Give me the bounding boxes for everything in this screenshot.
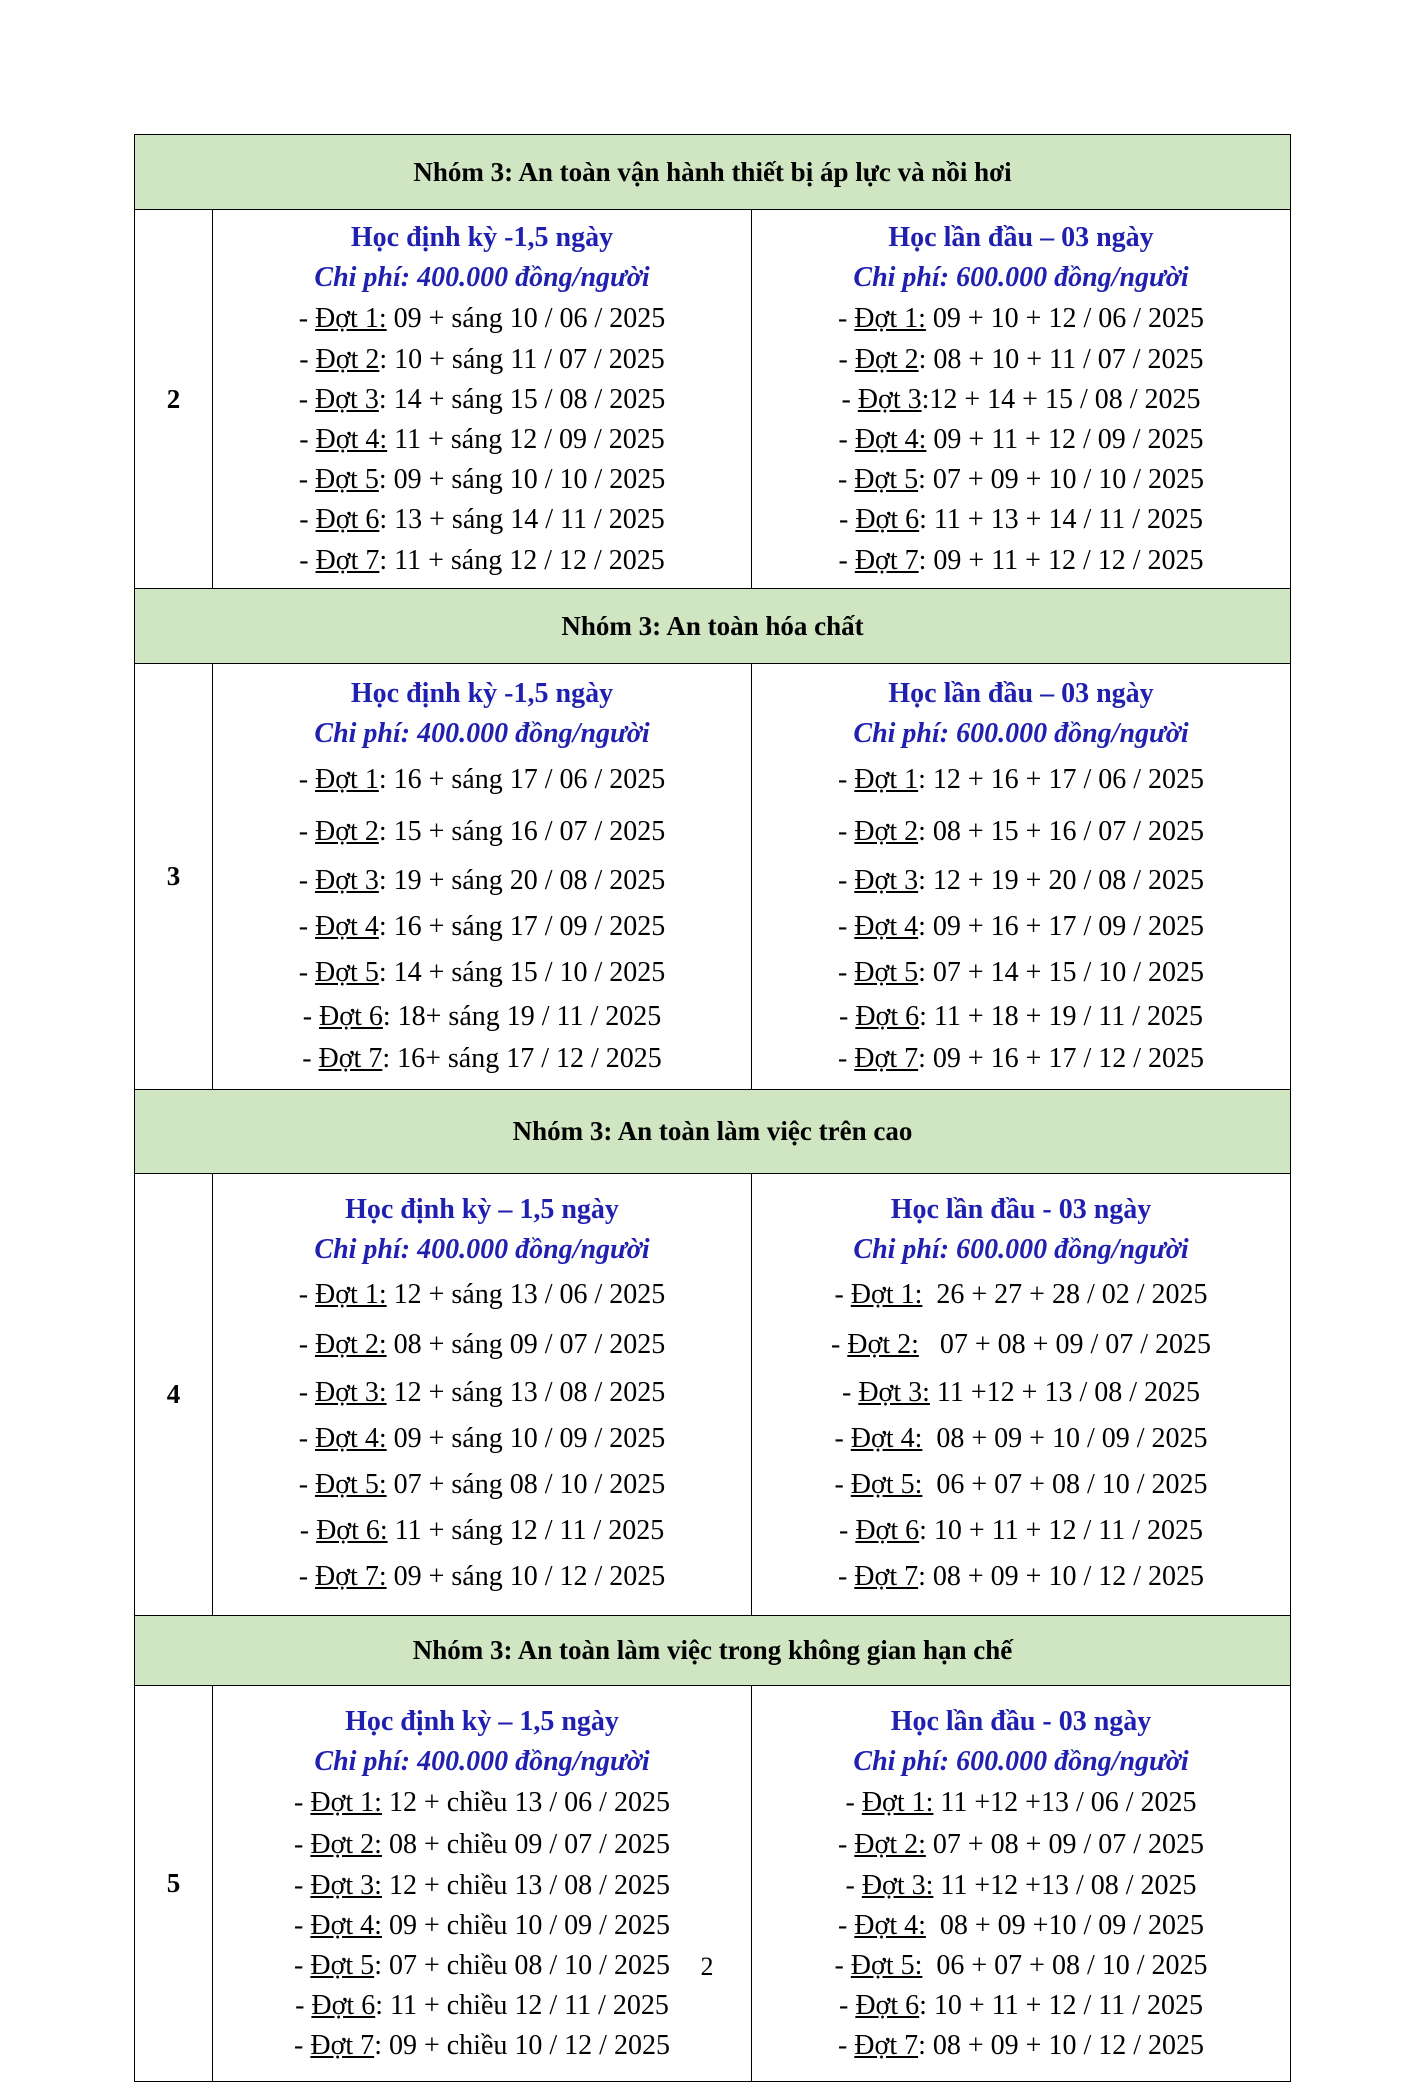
session-dates: 12 + sáng 13 / 06 / 2025 bbox=[386, 1278, 666, 1310]
session-dates: 07 + 08 + 09 / 07 / 2025 bbox=[918, 1328, 1212, 1360]
session-item bbox=[213, 298, 751, 339]
session-dash: - bbox=[298, 302, 316, 334]
session-dash: - bbox=[299, 423, 316, 455]
session-item bbox=[752, 1038, 1290, 1080]
session-dash: - bbox=[830, 1328, 848, 1360]
session-item bbox=[752, 500, 1290, 540]
group-title: Nhóm 3: An toàn hóa chất bbox=[135, 589, 1291, 664]
session-label: Đợt 5 bbox=[854, 463, 919, 495]
session-dates: : 07 + 14 + 15 / 10 / 2025 bbox=[918, 956, 1205, 988]
session-dates: 08 + chiều 09 / 07 / 2025 bbox=[381, 1828, 670, 1860]
schedule-row bbox=[135, 1174, 1291, 1616]
session-dates: 06 + 07 + 08 / 10 / 2025 bbox=[922, 1468, 1208, 1500]
session-label: Đợt 3 bbox=[315, 383, 379, 415]
session-item bbox=[213, 1554, 751, 1600]
course-fee: Chi phí: 600.000 đồng/người bbox=[853, 1233, 1189, 1265]
session-label: Đợt 1: bbox=[850, 1278, 923, 1310]
session-dates: : 12 + 19 + 20 / 08 / 2025 bbox=[918, 864, 1205, 896]
row-number: 5 bbox=[135, 1686, 213, 2082]
session-dates: : 12 + 16 + 17 / 06 / 2025 bbox=[918, 763, 1205, 795]
session-dash: - bbox=[838, 544, 855, 576]
session-dash: - bbox=[834, 1422, 851, 1454]
group-header-row bbox=[135, 1616, 1291, 1686]
session-dash: - bbox=[837, 763, 855, 795]
course-fee: Chi phí: 400.000 đồng/người bbox=[314, 1745, 650, 1777]
session-item bbox=[752, 1508, 1290, 1554]
session-dates: : 14 + sáng 15 / 08 / 2025 bbox=[378, 383, 666, 415]
session-dash: - bbox=[839, 503, 856, 535]
session-dates: 07 + 08 + 09 / 07 / 2025 bbox=[925, 1828, 1205, 1860]
session-label: Đợt 7 bbox=[854, 544, 919, 576]
session-dash: - bbox=[837, 815, 855, 847]
session-dash: - bbox=[837, 864, 855, 896]
session-label: Đợt 2 bbox=[854, 815, 919, 847]
session-item bbox=[752, 904, 1290, 950]
session-dates: : 11 + chiều 12 / 11 / 2025 bbox=[375, 1989, 669, 2021]
session-label: Đợt 2: bbox=[310, 1828, 382, 1860]
session-dash: - bbox=[294, 1869, 311, 1901]
session-dates: 09 + chiều 10 / 09 / 2025 bbox=[381, 1909, 670, 1941]
session-item bbox=[752, 1370, 1290, 1416]
session-dash: - bbox=[294, 2029, 311, 2061]
session-dash: - bbox=[834, 1949, 851, 1981]
session-label: Đợt 6 bbox=[315, 503, 380, 535]
session-dates: : 16 + sáng 17 / 09 / 2025 bbox=[378, 910, 666, 942]
session-item bbox=[213, 1416, 751, 1462]
session-label: Đợt 6 bbox=[855, 503, 920, 535]
session-label: Đợt 1: bbox=[310, 1786, 382, 1818]
session-label: Đợt 5 bbox=[315, 956, 379, 988]
session-item bbox=[752, 2026, 1290, 2066]
session-dash: - bbox=[845, 1786, 862, 1818]
session-label: Đợt 2: bbox=[854, 1828, 926, 1860]
session-item bbox=[213, 2026, 751, 2066]
session-label: Đợt 2 bbox=[315, 815, 379, 847]
session-dash: - bbox=[837, 1042, 855, 1074]
session-dash: - bbox=[841, 383, 858, 415]
session-item bbox=[213, 420, 751, 460]
session-label: Đợt 3: bbox=[858, 1376, 930, 1408]
session-label: Đợt 1: bbox=[861, 1786, 934, 1818]
session-dates: 12 + chiều 13 / 08 / 2025 bbox=[381, 1869, 670, 1901]
session-item bbox=[213, 1462, 751, 1508]
session-label: Đợt 5 bbox=[854, 956, 919, 988]
session-label: Đợt 5 bbox=[315, 463, 379, 495]
session-dash: - bbox=[294, 1786, 311, 1818]
session-item bbox=[752, 1986, 1290, 2026]
session-dates: : 09 + 16 + 17 / 12 / 2025 bbox=[918, 1042, 1205, 1074]
session-label: Đợt 5: bbox=[850, 1468, 923, 1500]
session-item bbox=[213, 500, 751, 540]
session-dash: - bbox=[837, 463, 855, 495]
session-dates: : 08 + 09 + 10 / 12 / 2025 bbox=[918, 1560, 1205, 1592]
session-item bbox=[213, 380, 751, 420]
first-course-cell bbox=[752, 664, 1291, 1090]
session-dates: 26 + 27 + 28 / 02 / 2025 bbox=[922, 1278, 1208, 1310]
session-dates: : 19 + sáng 20 / 08 / 2025 bbox=[378, 864, 666, 896]
session-dash: - bbox=[837, 956, 855, 988]
session-dash: - bbox=[298, 763, 316, 795]
session-dates: : 11 + sáng 12 / 12 / 2025 bbox=[379, 544, 665, 576]
session-dates: : 10 + 11 + 12 / 11 / 2025 bbox=[919, 1514, 1203, 1546]
session-dash: - bbox=[841, 1376, 859, 1408]
session-item bbox=[213, 1038, 751, 1080]
session-dates: : 11 + 13 + 14 / 11 / 2025 bbox=[919, 503, 1203, 535]
session-label: Đợt 7 bbox=[310, 2029, 375, 2061]
session-dash: - bbox=[298, 463, 316, 495]
session-label: Đợt 1: bbox=[315, 302, 387, 334]
session-item bbox=[213, 858, 751, 904]
session-label: Đợt 1: bbox=[854, 302, 926, 334]
session-dash: - bbox=[839, 1989, 856, 2021]
session-dates: 09 + sáng 10 / 09 / 2025 bbox=[386, 1422, 666, 1454]
session-label: Đợt 1 bbox=[315, 763, 379, 795]
session-dash: - bbox=[299, 544, 316, 576]
course-fee: Chi phí: 600.000 đồng/người bbox=[853, 1745, 1189, 1777]
row-number: 3 bbox=[135, 664, 213, 1090]
session-item bbox=[752, 540, 1290, 581]
course-fee: Chi phí: 600.000 đồng/người bbox=[853, 261, 1189, 293]
periodic-course-cell bbox=[213, 210, 752, 589]
session-dates: : 18+ sáng 19 / 11 / 2025 bbox=[382, 1000, 662, 1032]
session-dash: - bbox=[302, 1042, 319, 1074]
session-dates: : 08 + 15 + 16 / 07 / 2025 bbox=[918, 815, 1205, 847]
course-title: Học định kỳ – 1,5 ngày bbox=[345, 1705, 619, 1737]
session-label: Đợt 3 bbox=[854, 864, 919, 896]
session-item bbox=[752, 1462, 1290, 1508]
session-dates: 09 + 10 + 12 / 06 / 2025 bbox=[925, 302, 1205, 334]
session-item bbox=[752, 1554, 1290, 1600]
session-item bbox=[752, 858, 1290, 904]
session-dates: 09 + 11 + 12 / 09 / 2025 bbox=[926, 423, 1204, 455]
session-dash: - bbox=[294, 1909, 311, 1941]
session-item bbox=[213, 950, 751, 996]
session-label: Đợt 1 bbox=[854, 763, 919, 795]
session-dash: - bbox=[298, 910, 316, 942]
first-course-cell bbox=[752, 1686, 1291, 2082]
session-dash: - bbox=[298, 1328, 316, 1360]
session-dates: : 07 + chiều 08 / 10 / 2025 bbox=[374, 1949, 670, 1981]
session-item bbox=[213, 540, 751, 581]
session-label: Đợt 5: bbox=[850, 1949, 923, 1981]
session-dash: - bbox=[299, 343, 316, 375]
session-item bbox=[213, 904, 751, 950]
session-dash: - bbox=[838, 343, 855, 375]
session-label: Đợt 6 bbox=[319, 1000, 383, 1032]
session-item bbox=[752, 754, 1290, 806]
session-dash: - bbox=[299, 1514, 317, 1546]
session-dash: - bbox=[302, 1000, 320, 1032]
session-label: Đợt 6 bbox=[855, 1514, 920, 1546]
session-dates: : 16 + sáng 17 / 06 / 2025 bbox=[378, 763, 666, 795]
session-dash: - bbox=[295, 1989, 312, 2021]
course-title: Học định kỳ -1,5 ngày bbox=[350, 677, 614, 709]
session-item bbox=[213, 339, 751, 380]
session-item bbox=[752, 996, 1290, 1038]
session-dash: - bbox=[845, 1869, 862, 1901]
session-item bbox=[213, 1986, 751, 2026]
session-item bbox=[752, 298, 1290, 339]
session-item bbox=[213, 1370, 751, 1416]
session-item bbox=[213, 1320, 751, 1370]
session-dates: 08 + 09 + 10 / 09 / 2025 bbox=[922, 1422, 1208, 1454]
session-dash: - bbox=[298, 1376, 316, 1408]
session-list bbox=[752, 1270, 1290, 1600]
session-dates: 11 +12 + 13 / 08 / 2025 bbox=[929, 1376, 1201, 1408]
session-label: Đợt 7 bbox=[854, 1560, 919, 1592]
session-dates: : 16+ sáng 17 / 12 / 2025 bbox=[382, 1042, 662, 1074]
session-label: Đợt 3 bbox=[857, 383, 922, 415]
session-item bbox=[752, 1866, 1290, 1906]
session-list bbox=[752, 298, 1290, 581]
session-dates: : 10 + sáng 11 / 07 / 2025 bbox=[379, 343, 665, 375]
session-item bbox=[752, 1782, 1290, 1824]
course-fee: Chi phí: 400.000 đồng/người bbox=[314, 261, 650, 293]
session-item bbox=[213, 1782, 751, 1824]
session-label: Đợt 1: bbox=[315, 1278, 387, 1310]
session-dash: - bbox=[839, 1000, 856, 1032]
session-label: Đợt 4: bbox=[310, 1909, 382, 1941]
first-course-cell bbox=[752, 1174, 1291, 1616]
session-item bbox=[752, 460, 1290, 500]
session-item bbox=[752, 1320, 1290, 1370]
group-header-row bbox=[135, 1090, 1291, 1174]
session-label: Đợt 7 bbox=[318, 1042, 383, 1074]
session-dash: - bbox=[834, 1468, 851, 1500]
session-label: Đợt 4 bbox=[315, 910, 379, 942]
page-number: 2 bbox=[700, 1952, 714, 1981]
session-dates: :12 + 14 + 15 / 08 / 2025 bbox=[921, 383, 1201, 415]
session-label: Đợt 4: bbox=[315, 423, 388, 455]
session-label: Đợt 4: bbox=[850, 1422, 923, 1454]
session-dash: - bbox=[837, 910, 855, 942]
course-fee: Chi phí: 400.000 đồng/người bbox=[314, 717, 650, 749]
session-list bbox=[752, 1782, 1290, 2066]
session-label: Đợt 7 bbox=[315, 544, 380, 576]
session-dash: - bbox=[837, 1828, 855, 1860]
session-dates: : 09 + 11 + 12 / 12 / 2025 bbox=[918, 544, 1204, 576]
session-dates: : 15 + sáng 16 / 07 / 2025 bbox=[378, 815, 666, 847]
session-dash: - bbox=[298, 1278, 316, 1310]
session-label: Đợt 3: bbox=[315, 1376, 387, 1408]
session-dates: 07 + sáng 08 / 10 / 2025 bbox=[386, 1468, 666, 1500]
first-course-cell bbox=[752, 210, 1291, 589]
session-dash: - bbox=[837, 2029, 855, 2061]
session-dates: 11 +12 +13 / 06 / 2025 bbox=[933, 1786, 1197, 1818]
session-label: Đợt 3 bbox=[315, 864, 379, 896]
schedule-row bbox=[135, 1686, 1291, 2082]
session-dates: 06 + 07 + 08 / 10 / 2025 bbox=[922, 1949, 1208, 1981]
periodic-course-cell bbox=[213, 1686, 752, 2082]
session-dates: : 13 + sáng 14 / 11 / 2025 bbox=[379, 503, 665, 535]
session-item bbox=[213, 460, 751, 500]
course-title: Học lần đầu – 03 ngày bbox=[888, 677, 1154, 709]
session-item bbox=[752, 1416, 1290, 1462]
session-dates: 09 + sáng 10 / 12 / 2025 bbox=[386, 1560, 666, 1592]
session-item bbox=[213, 1866, 751, 1906]
session-dates: 11 + sáng 12 / 09 / 2025 bbox=[387, 423, 665, 455]
schedule-table bbox=[134, 134, 1291, 2082]
session-dash: - bbox=[298, 383, 316, 415]
group-title: Nhóm 3: An toàn làm việc trên cao bbox=[135, 1090, 1291, 1174]
session-dates: 12 + sáng 13 / 08 / 2025 bbox=[386, 1376, 666, 1408]
session-dates: 08 + sáng 09 / 07 / 2025 bbox=[386, 1328, 666, 1360]
session-item bbox=[752, 1824, 1290, 1866]
course-title: Học định kỳ -1,5 ngày bbox=[350, 221, 614, 253]
session-label: Đợt 4 bbox=[854, 910, 919, 942]
session-dash: - bbox=[294, 1949, 311, 1981]
schedule-body bbox=[135, 135, 1291, 2082]
session-item bbox=[213, 1824, 751, 1866]
session-dash: - bbox=[837, 1909, 855, 1941]
session-item bbox=[213, 1906, 751, 1946]
session-item bbox=[213, 806, 751, 858]
session-label: Đợt 3: bbox=[861, 1869, 934, 1901]
session-dates: : 14 + sáng 15 / 10 / 2025 bbox=[378, 956, 666, 988]
session-label: Đợt 4: bbox=[315, 1422, 387, 1454]
session-dash: - bbox=[298, 864, 316, 896]
periodic-course-cell bbox=[213, 1174, 752, 1616]
session-item bbox=[213, 996, 751, 1038]
periodic-course-cell bbox=[213, 664, 752, 1090]
session-item bbox=[752, 380, 1290, 420]
session-item bbox=[752, 420, 1290, 460]
session-dash: - bbox=[298, 956, 316, 988]
group-title: Nhóm 3: An toàn làm việc trong không gian hạn chế bbox=[135, 1616, 1291, 1686]
session-label: Đợt 5 bbox=[310, 1949, 375, 1981]
session-dates: : 08 + 09 + 10 / 12 / 2025 bbox=[918, 2029, 1205, 2061]
session-list bbox=[213, 1270, 751, 1600]
session-item bbox=[752, 1906, 1290, 1946]
session-label: Đợt 6 bbox=[855, 1989, 920, 2021]
course-title: Học lần đầu - 03 ngày bbox=[890, 1193, 1152, 1225]
session-dates: 11 +12 +13 / 08 / 2025 bbox=[933, 1869, 1197, 1901]
session-item bbox=[213, 1508, 751, 1554]
session-dates: : 11 + 18 + 19 / 11 / 2025 bbox=[919, 1000, 1203, 1032]
schedule-row bbox=[135, 664, 1291, 1090]
session-label: Đợt 4: bbox=[854, 1909, 926, 1941]
session-dash: - bbox=[298, 1560, 316, 1592]
session-dates: : 09 + 16 + 17 / 09 / 2025 bbox=[918, 910, 1205, 942]
session-list bbox=[213, 754, 751, 1080]
session-item bbox=[213, 754, 751, 806]
session-dash: - bbox=[299, 503, 316, 535]
session-label: Đợt 6 bbox=[311, 1989, 376, 2021]
course-title: Học định kỳ – 1,5 ngày bbox=[345, 1193, 619, 1225]
session-item bbox=[752, 806, 1290, 858]
session-dash: - bbox=[837, 302, 855, 334]
session-dash: - bbox=[298, 815, 316, 847]
session-item bbox=[752, 950, 1290, 996]
session-label: Đợt 2: bbox=[315, 1328, 387, 1360]
session-label: Đợt 6 bbox=[855, 1000, 920, 1032]
group-header-row bbox=[135, 589, 1291, 664]
session-label: Đợt 5: bbox=[315, 1468, 387, 1500]
session-list bbox=[213, 1782, 751, 2066]
course-fee: Chi phí: 600.000 đồng/người bbox=[853, 717, 1189, 749]
session-list bbox=[752, 754, 1290, 1080]
session-item bbox=[213, 1270, 751, 1320]
course-title: Học lần đầu – 03 ngày bbox=[888, 221, 1154, 253]
session-item bbox=[752, 1270, 1290, 1320]
session-dash: - bbox=[298, 1468, 316, 1500]
session-label: Đợt 7 bbox=[854, 1042, 919, 1074]
session-dates: 09 + sáng 10 / 06 / 2025 bbox=[386, 302, 666, 334]
session-dash: - bbox=[838, 423, 855, 455]
session-label: Đợt 6: bbox=[316, 1514, 388, 1546]
session-dates: : 08 + 10 + 11 / 07 / 2025 bbox=[918, 343, 1204, 375]
session-dates: : 09 + sáng 10 / 10 / 2025 bbox=[378, 463, 666, 495]
row-number: 4 bbox=[135, 1174, 213, 1616]
session-dates: : 09 + chiều 10 / 12 / 2025 bbox=[374, 2029, 670, 2061]
session-item bbox=[752, 339, 1290, 380]
session-dash: - bbox=[294, 1828, 311, 1860]
session-dates: 08 + 09 +10 / 09 / 2025 bbox=[925, 1909, 1205, 1941]
session-dash: - bbox=[837, 1560, 855, 1592]
session-dates: 11 + sáng 12 / 11 / 2025 bbox=[387, 1514, 665, 1546]
session-list bbox=[213, 298, 751, 581]
session-label: Đợt 4: bbox=[854, 423, 927, 455]
session-label: Đợt 7 bbox=[854, 2029, 919, 2061]
schedule-row bbox=[135, 210, 1291, 589]
session-label: Đợt 2: bbox=[847, 1328, 919, 1360]
session-dates: 12 + chiều 13 / 06 / 2025 bbox=[381, 1786, 670, 1818]
session-dates: : 07 + 09 + 10 / 10 / 2025 bbox=[918, 463, 1205, 495]
group-header-row bbox=[135, 135, 1291, 210]
group-title: Nhóm 3: An toàn vận hành thiết bị áp lực và nồi hơi bbox=[135, 135, 1291, 210]
session-dash: - bbox=[834, 1278, 851, 1310]
row-number: 2 bbox=[135, 210, 213, 589]
session-dates: : 10 + 11 + 12 / 11 / 2025 bbox=[919, 1989, 1203, 2021]
session-label: Đợt 2 bbox=[854, 343, 919, 375]
course-fee: Chi phí: 400.000 đồng/người bbox=[314, 1233, 650, 1265]
session-label: Đợt 7: bbox=[315, 1560, 387, 1592]
course-title: Học lần đầu - 03 ngày bbox=[890, 1705, 1152, 1737]
session-dash: - bbox=[839, 1514, 856, 1546]
session-dash: - bbox=[298, 1422, 316, 1454]
session-label: Đợt 3: bbox=[310, 1869, 382, 1901]
session-label: Đợt 2 bbox=[315, 343, 380, 375]
